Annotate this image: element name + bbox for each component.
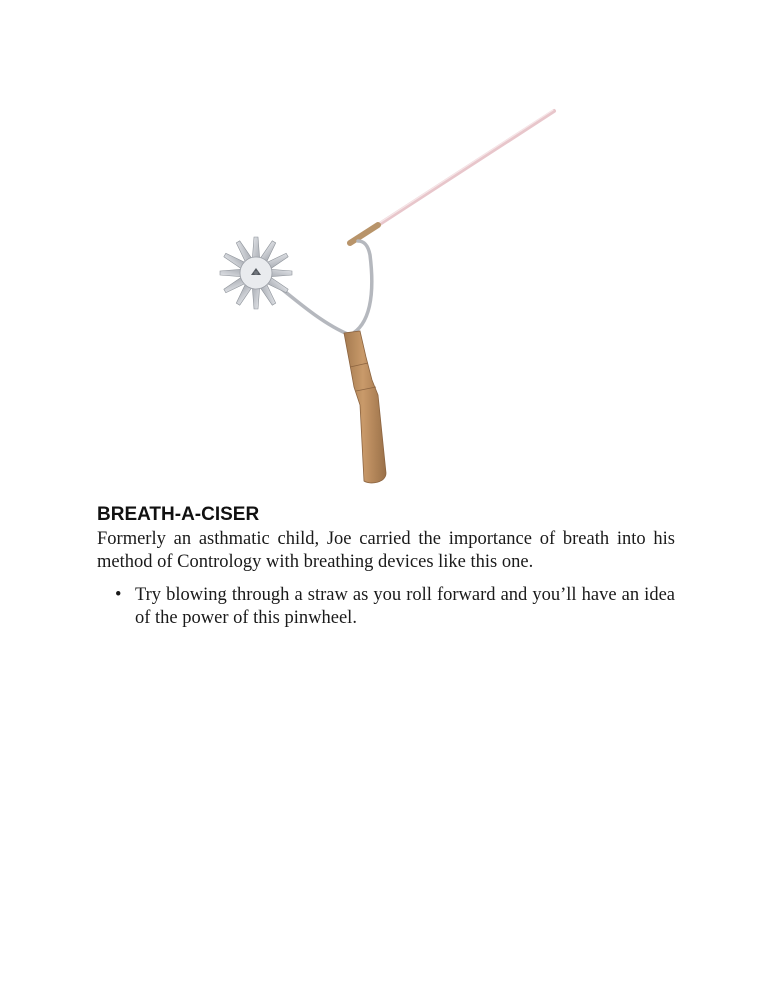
text-section: [97, 504, 675, 630]
bullet-list: [97, 584, 675, 630]
intro-paragraph: Formerly an asthmatic child, Joe carried the importance of breath into his method of Contrology with breathing devices like this one.: [97, 529, 675, 572]
straw-connector: [350, 225, 378, 243]
breath-a-ciser-pinwheel-icon: [200, 95, 580, 495]
bullet-icon: •: [115, 585, 122, 605]
section-heading: BREATH-A-CISER: [97, 504, 260, 525]
bullet-text: Try blowing through a straw as you roll forward and you’ll have an idea of the power of this pinwheel.: [135, 585, 675, 628]
straw: [355, 111, 554, 240]
list-item: [115, 584, 675, 630]
pinwheel: [220, 237, 292, 309]
breath-a-ciser-figure: [200, 95, 580, 495]
wooden-handle: [344, 331, 386, 483]
